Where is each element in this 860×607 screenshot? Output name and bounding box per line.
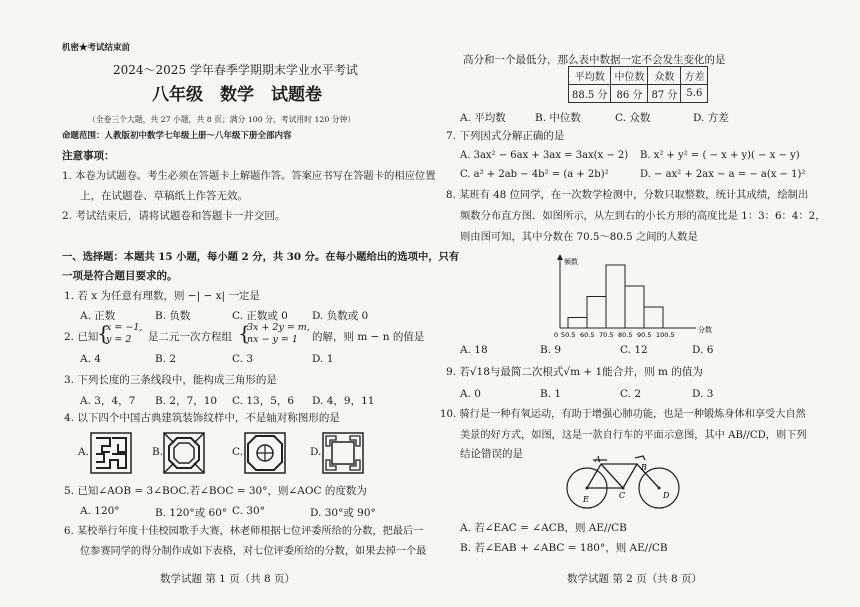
y-axis-label: 频数 — [564, 258, 578, 266]
q6-option-b: B. 中位数 — [535, 112, 581, 124]
q7-option-d: D. − ax² + 2ax − a = − a(x − 1)² — [640, 169, 806, 180]
table-value-mean: 88.5 分 — [569, 85, 611, 103]
histogram-bar — [644, 307, 663, 328]
q3-option-a: A. 3，4，7 — [80, 395, 136, 407]
histogram-tick-label: 70.5 — [599, 331, 614, 339]
note-1-cont: 上，在试题卷、草稿纸上作答无效。 — [80, 190, 248, 202]
q9-option-a: A. 0 — [460, 388, 481, 400]
q5-option-a: A. 120° — [80, 505, 120, 517]
q8-histogram — [538, 252, 714, 340]
secret-label: 机密★考试结束前 — [62, 43, 131, 53]
exam-title: 2024～2025 学年春季学期期末学业水平考试 — [113, 63, 358, 77]
q2-brace-1: { — [97, 321, 110, 345]
q8-option-a: A. 18 — [460, 344, 488, 356]
section1-header-cont: 一项是符合题目要求的。 — [62, 270, 178, 282]
histogram-tick-label: 50.5 — [561, 331, 576, 339]
table-header-mean: 平均数 — [569, 67, 611, 85]
exam-scope: 命题范围：人教版初中数学七年级上册～八年级下册全部内容 — [62, 131, 292, 141]
histogram-tick-label: 60.5 — [580, 331, 595, 339]
q1-option-b: B. 负数 — [155, 310, 191, 322]
q3-option-d: D. 4，9，11 — [312, 395, 375, 407]
notes-title: 注意事项： — [62, 150, 115, 162]
q1-option-a: A. 正数 — [80, 310, 116, 322]
q9-option-b: B. 1 — [540, 388, 562, 400]
q2-system1-line2: y = 2 — [106, 334, 132, 345]
table-header-median: 中位数 — [611, 67, 648, 85]
q5-option-c: C. 30° — [232, 505, 265, 517]
q8-stem-line2: 频数分布直方图．如图所示，从左到右的小长方形的高度比是 1：3：6：4：2， — [460, 210, 826, 222]
note-2: 2. 考试结束后，请将试题卷和答题卡一并交回。 — [62, 210, 286, 222]
q4-option-a: A. — [78, 446, 89, 458]
q6-option-d: D. 方差 — [693, 112, 729, 124]
q10-stem-line1: 10. 骑行是一种有氧运动，有助于增强心肺功能，也是一种锻炼身体和享受大自然 — [440, 409, 806, 420]
y-axis-arrow — [557, 254, 563, 260]
q4-option-b: B. — [152, 446, 164, 458]
point-c — [622, 487, 625, 490]
q2-system1-line1: x = −1, — [106, 322, 143, 333]
q5-option-d: D. 30°或 90° — [310, 507, 376, 519]
label-e: E — [583, 495, 589, 504]
q10-option-a: A. 若∠EAC = ∠ACB，则 AE//CB — [460, 522, 627, 534]
pattern-a-figure — [90, 432, 132, 474]
q2-option-a: A. 4 — [80, 353, 101, 365]
q2-brace-2: { — [238, 321, 251, 345]
histogram-tick-label: 80.5 — [618, 331, 633, 339]
page-2 — [430, 0, 860, 607]
x-axis-label: 分数 — [698, 326, 712, 334]
q7-option-b: B. x² + y² = ( − x + y)( − x − y) — [640, 150, 800, 161]
q1-option-c: C. 正数或 0 — [232, 310, 288, 322]
q7-stem: 7. 下列因式分解正确的是 — [446, 130, 565, 142]
q5-stem: 5. 已知∠AOB = 3∠BOC.若∠BOC = 30°，则∠AOC 的度数为 — [64, 485, 367, 497]
section1-header: 一、选择题：本题共 15 小题，每小题 2 分，共 30 分。在每小题给出的选项中，只有 — [62, 251, 460, 263]
bicycle-frame — [587, 464, 659, 488]
q8-option-c: C. 12 — [620, 344, 648, 356]
q8-stem-line3: 则由图可知，其中分数在 70.5～80.5 之间的人数是 — [460, 231, 698, 243]
label-a: A — [595, 455, 601, 464]
label-b: B — [641, 463, 647, 472]
q6-stem-line1: 6. 某校举行年度十佳校园歌手大赛，林老师根据七位评委所给的分数，把最后一 — [64, 526, 424, 537]
exam-meta: （全卷三个大题，共 27 小题，共 8 页；满分 100 分，考试用时 120 分钟） — [88, 115, 356, 124]
q2-stem-b: 是二元一次方程组 — [148, 331, 232, 343]
pattern-c-figure — [244, 432, 286, 474]
q10-option-b: B. 若∠EAB + ∠ABC = 180°，则 AE//CB — [460, 542, 668, 554]
q9-option-d: D. 3 — [692, 388, 714, 400]
q2-system2-line1: 3x + 2y = m, — [247, 322, 310, 333]
q6-stem-line2: 位参赛同学的得分制作成如下表格，对七位评委所给的分数，如果去掉一个最 — [80, 546, 427, 557]
point-e — [586, 487, 589, 490]
q1-option-d: D. 负数或 0 — [312, 310, 369, 322]
seat-and-handlebar — [593, 456, 645, 460]
q7-option-a: A. 3ax² − 6ax + 3ax = 3ax(x − 2) — [460, 150, 629, 161]
point-d — [658, 487, 661, 490]
q10-stem-line2: 美景的好方式，如图，这是一款自行车的平面示意图，其中 AB//CD，则下列 — [460, 430, 807, 441]
table-value-variance: 5.6 — [681, 85, 708, 103]
exam-subtitle: 八年级 数学 试题卷 — [152, 85, 322, 105]
page2-footer: 数学试题 第 2 页（共 8 页） — [567, 573, 703, 585]
q2-option-c: C. 3 — [232, 353, 254, 365]
q8-option-d: D. 6 — [692, 344, 714, 356]
table-value-median: 86 分 — [611, 85, 648, 103]
q2-stem-c: 的解，则 m − n 的值是 — [312, 331, 425, 343]
q10-stem-line3: 结论错误的是 — [460, 448, 523, 460]
histogram-bar — [568, 318, 587, 329]
q8-option-b: B. 9 — [540, 344, 562, 356]
note-1: 1. 本卷为试题卷。考生必须在答题卡上解题作答。答案应书写在答题卡的相应位置 — [62, 170, 436, 182]
q2-system2-line2: nx − y = 1 — [247, 334, 298, 345]
q9-option-c: C. 2 — [620, 388, 642, 400]
q5-option-b: B. 120°或 60° — [155, 507, 228, 519]
q6-score-table — [568, 66, 708, 103]
histogram-bar — [625, 286, 644, 328]
table-header-mode: 众数 — [648, 67, 681, 85]
q9-stem: 9. 若√18与最简二次根式√m + 1能合并，则 m 的值为 — [446, 366, 703, 378]
q8-stem-line1: 8. 某班有 48 位同学，在一次数学检测中，分数只取整数，统计其成绩，绘制出 — [446, 189, 809, 201]
pattern-d-figure — [322, 432, 364, 474]
q6-option-c: C. 众数 — [615, 112, 651, 124]
q2-stem-a: 2. 已知 — [64, 331, 99, 343]
table-value-mode: 87 分 — [648, 85, 681, 103]
histogram-tick-label: 100.5 — [656, 331, 675, 339]
q7-option-c: C. a² + 2ab − 4b² = (a + 2b)² — [460, 169, 609, 180]
q6-option-a: A. 平均数 — [460, 112, 506, 124]
q4-stem: 4. 以下四个中国古典建筑装饰纹样中，不是轴对称图形的是 — [64, 412, 340, 424]
table-header-variance: 方差 — [681, 67, 708, 85]
q6-stem-cont: 高分和一个最低分，那么表中数据一定不会发生变化的是 — [463, 54, 726, 66]
label-c: C — [619, 491, 626, 500]
bicycle-figure — [563, 450, 703, 512]
histogram-bar — [606, 265, 625, 328]
q2-option-b: B. 2 — [155, 353, 177, 365]
q4-option-d: D. — [310, 446, 322, 458]
q3-stem: 3. 下列长度的三条线段中，能构成三角形的是 — [64, 374, 277, 386]
pattern-b-figure — [163, 432, 205, 474]
q3-option-c: C. 13，5，6 — [232, 395, 295, 407]
histogram-tick-label: 0 — [554, 331, 559, 339]
page1-footer: 数学试题 第 1 页（共 8 页） — [160, 573, 296, 585]
label-d: D — [663, 491, 670, 500]
q2-option-d: D. 1 — [312, 353, 334, 365]
histogram-tick-label: 90.5 — [637, 331, 652, 339]
q4-option-c: C. — [232, 446, 243, 458]
q3-option-b: B. 2，7，10 — [155, 395, 218, 407]
q1-stem: 1. 若 x 为任意有理数，则 −| − x| 一定是 — [64, 290, 260, 302]
histogram-bar — [587, 297, 606, 329]
